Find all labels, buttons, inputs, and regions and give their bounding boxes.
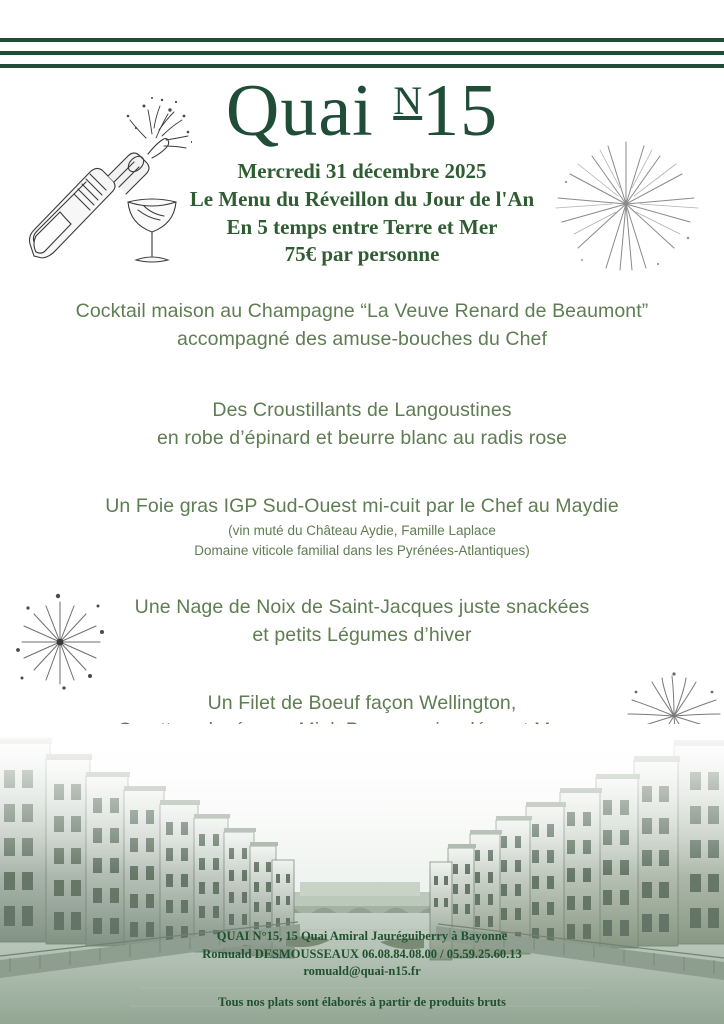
header-concept: En 5 temps entre Terre et Mer bbox=[226, 214, 498, 239]
course-note: Domaine viticole familial dans les Pyrénées-Atlantiques) bbox=[194, 543, 530, 559]
course-line: et petits Légumes d’hiver bbox=[252, 624, 472, 647]
brand-logo bbox=[0, 70, 724, 152]
brand-name: Quai bbox=[225, 70, 374, 152]
course-line: en robe d’épinard et beurre blanc au radis rose bbox=[156, 427, 568, 450]
course-line: Une Nage de Noix de Saint-Jacques juste snackées bbox=[134, 596, 590, 619]
course-line: accompagné des amuse-bouches du Chef bbox=[177, 327, 547, 350]
course-note: (vin muté du Château Aydie, Famille Laplace bbox=[228, 523, 496, 539]
course-item-foie-gras bbox=[0, 493, 724, 561]
header-price: 75€ par personne bbox=[284, 242, 440, 267]
course-line: Un Filet de Boeuf façon Wellington, bbox=[207, 691, 517, 714]
course-line: Un Foie gras IGP Sud-Ouest mi-cuit par le Chef au Maydie bbox=[105, 494, 619, 517]
top-rule-3 bbox=[0, 64, 724, 68]
header-date: Mercredi 31 décembre 2025 bbox=[237, 159, 487, 184]
header-subtitle bbox=[0, 158, 724, 269]
course-line: Des Croustillants de Langoustines bbox=[212, 399, 512, 422]
top-rule-1 bbox=[0, 38, 724, 42]
top-rule-2 bbox=[0, 51, 724, 55]
top-rule-group bbox=[0, 38, 724, 68]
footer-block bbox=[0, 928, 724, 1010]
brand-number: 15 bbox=[422, 70, 499, 152]
footer-tagline: Tous nos plats sont élaborés à partir de produits bruts bbox=[218, 995, 506, 1009]
header-block bbox=[0, 70, 724, 269]
course-item-cocktail bbox=[0, 298, 724, 353]
footer-email[interactable]: romuald@quai-n15.fr bbox=[303, 964, 421, 979]
header-menu-title: Le Menu du Réveillon du Jour de l'An bbox=[189, 187, 535, 212]
brand-number-prefix: N bbox=[393, 78, 423, 124]
course-item-langoustines bbox=[0, 397, 724, 452]
footer-address: QUAI N°15, 15 Quai Amiral Jauréguiberry à Bayonne bbox=[216, 928, 508, 943]
course-line: Cocktail maison au Champagne “La Veuve Renard de Beaumont” bbox=[75, 300, 649, 322]
footer-contact: Romuald DESMOUSSEAUX 06.08.84.08.00 / 05.59.25.60.13 bbox=[202, 946, 522, 961]
course-item-saint-jacques bbox=[0, 594, 724, 649]
